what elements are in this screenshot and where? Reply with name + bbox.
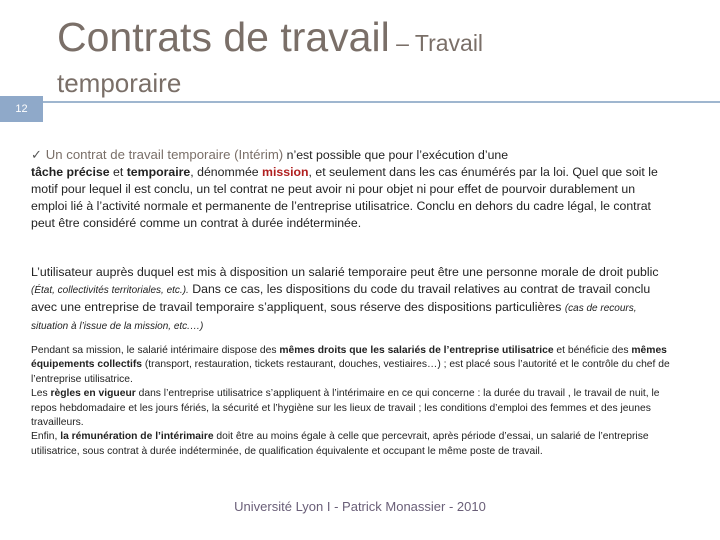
bold-span: tâche précise [31,165,110,179]
slide-title [57,14,483,61]
slide-title-line2: temporaire [57,68,182,98]
text-span: Pendant sa mission, le salarié intérimaire dispose des [31,345,280,356]
paragraph-lead [31,147,283,162]
text-span: Enfin, [31,431,61,443]
paragraph-definition [31,146,671,232]
bold-span: mêmes droits que les salariés de l’entreprise utilisatrice [279,345,554,356]
text-span: et [109,165,127,179]
text-span: (transport, restauration, tickets restaurant, douches, vestiaires…) ; est placé sous l’autorité et le contrôle du chef de l’entreprise utilisatrice. [31,359,670,385]
slide-number: 12 [0,96,43,122]
text-span: , dénommée [190,165,263,179]
text-span: Les [31,388,51,400]
text-span: doit être au moins égale à celle que percevrait, après période d’essai, un salarié de l’entreprise utilisatrice, sous contrat à durée indéterminée, de qualification équivalente et occupant le même poste de travail. [31,431,649,457]
paragraph-user [31,264,671,335]
text-span: et bénéficie des [553,345,632,356]
lead-text: Un contrat de travail temporaire (Intérim) [45,147,284,162]
title-divider [0,101,720,103]
checkmark-icon: ✓ [31,147,43,162]
title-suffix: – Travail [389,30,484,56]
footer-credit: Université Lyon I - Patrick Monassier - 2010 [234,499,486,514]
bold-span: règles en vigueur [50,388,136,400]
bold-span: la rémunération de l’intérimaire [60,431,214,443]
italic-span: (cas de recours, situation à l’issue de la mission, etc.…) [31,303,637,332]
bold-span: temporaire [126,165,191,179]
text-span: , et seulement dans les cas énumérés par la loi. Quel que soit le motif pour lequel il est conclu, un tel contrat ne peut avoir ni pour objet ni pour effet de pourvoir durablement un emploi lié à l’activité normale et permanente de l’entreprise utilisatrice. Conclu en dehors du cadre légal, le contrat peut être considéré comme un contrat à durée indéterminée. [31,165,658,230]
paragraph-rights [31,344,671,459]
title-main: Contrats de travail [57,14,390,60]
text-span: L’utilisateur auprès duquel est mis à disposition un salarié temporaire peut être une personne morale de droit public [31,265,659,279]
text-span: dans l’entreprise utilisatrice s’appliquent à l’intérimaire en ce qui concerne : la durée du travail , le travail de nuit, le repos hebdomadaire et les jours fériés, la sécurité et l’hygiène sur les lieux de travail ; les conditions d’emploi des femmes et des jeunes travailleurs. [31,388,660,429]
text-span: Dans ce cas, les dispositions du code du travail relatives au contrat de travail conclu avec une entreprise de travail temporaire s’appliquent, sous réserve des dispositions particulières [31,282,651,314]
text-span: n’est possible que pour l’exécution d’une [283,148,509,162]
highlight-mission: mission [262,165,309,179]
italic-span: (État, collectivités territoriales, etc.). [31,285,189,296]
bold-span: mêmes équipements collectifs [31,345,667,371]
